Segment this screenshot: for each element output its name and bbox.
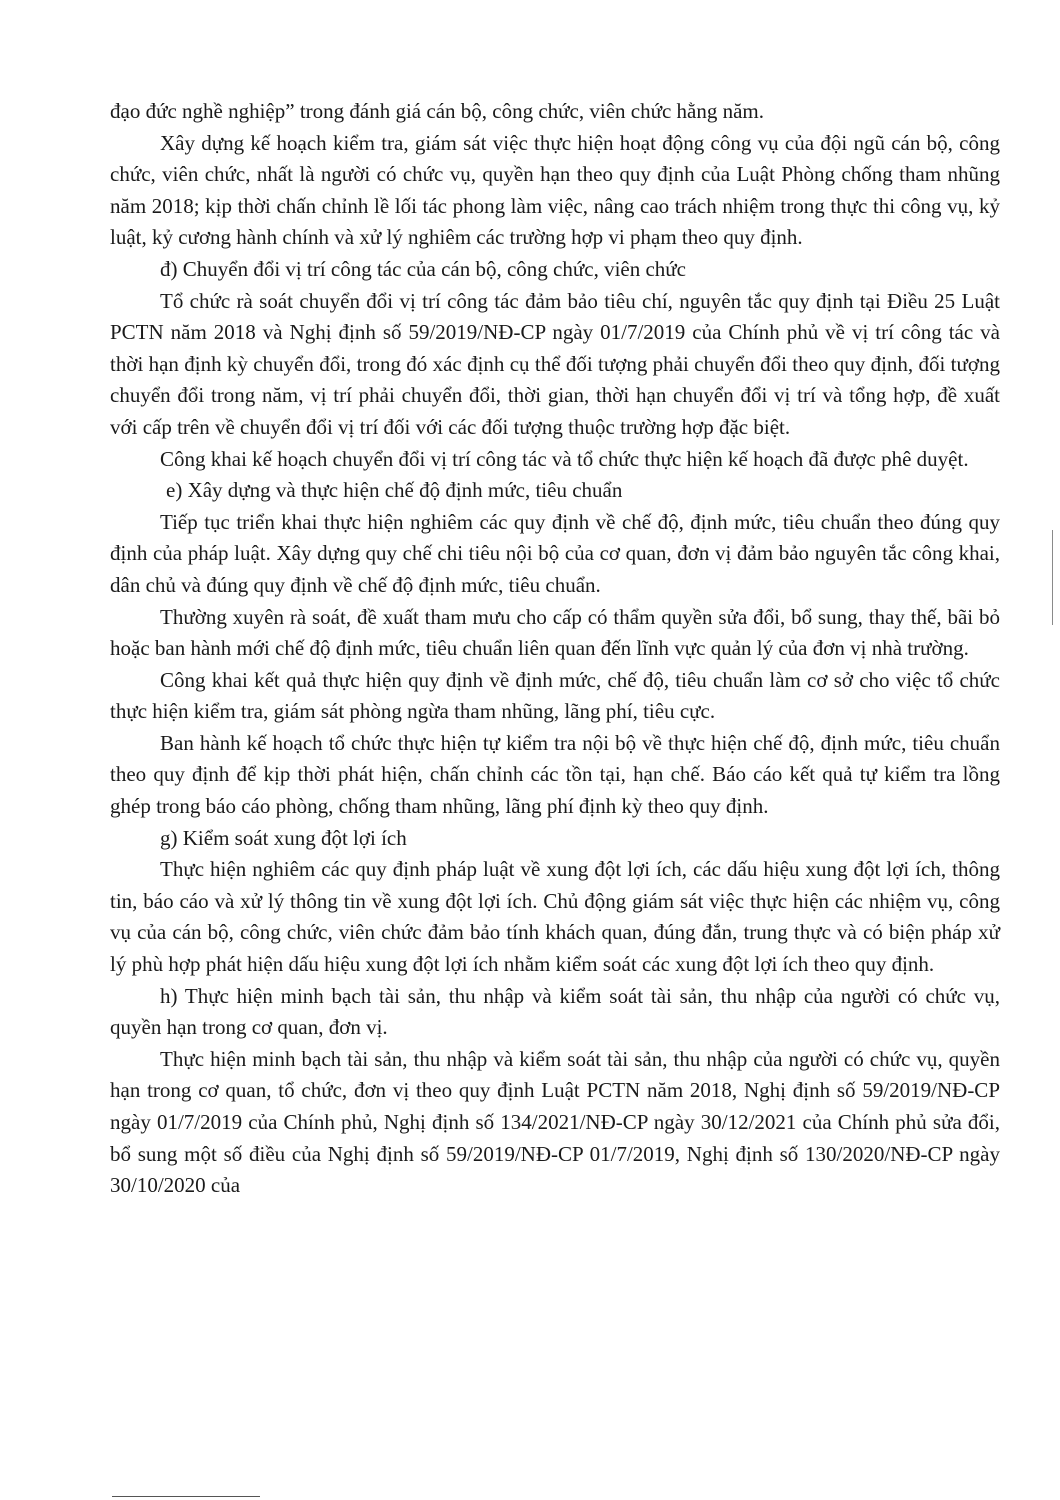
paragraph-position-review: Tổ chức rà soát chuyển đổi vị trí công tác đảm bảo tiêu chí, nguyên tắc quy định tại Điều 25 Luật PCTN năm 2018 và Nghị định số 59/2019/NĐ-CP ngày 01/7/2019 của Chính phủ về vị trí công tác và thời hạn định kỳ chuyển đổi, trong đó xác định cụ thể đối tượng phải chuyển đổi theo quy định, đối tượng chuyển đổi trong năm, vị trí phải chuyển đổi, thời gian, thời hạn chuyển đổi vị trí và tổng hợp, đề xuất với cấp trên về chuyển đổi vị trí đối với các đối tượng thuộc trường hợp đặc biệt. [110, 288, 1000, 439]
footnote-rule [112, 1496, 260, 1497]
paragraph-self-inspection: Ban hành kế hoạch tổ chức thực hiện tự kiểm tra nội bộ về thực hiện chế độ, định mức, tiêu chuẩn theo quy định để kịp thời phát hiện, chấn chỉnh các tồn tại, hạn chế. Báo cáo kết quả tự kiểm tra lồng ghép trong báo cáo phòng, chống tham nhũng, lãng phí định kỳ theo quy định. [110, 730, 1000, 819]
paragraph-conflict-of-interest: Thực hiện nghiêm các quy định pháp luật về xung đột lợi ích, các dấu hiệu xung đột lợi ích, thông tin, báo cáo và xử lý thông tin về xung đột lợi ích. Chủ động giám sát việc thực hiện các nhiệm vụ, công vụ của cán bộ, công chức, viên chức đảm bảo tính khách quan, đúng đắn, trung thực và có biện pháp xử lý phù hợp phát hiện dấu hiệu xung đột lợi ích nhằm kiểm soát các xung đột lợi ích theo quy định. [110, 857, 1000, 977]
paragraph-position-publicity: Công khai kế hoạch chuyển đổi vị trí công tác và tổ chức thực hiện kế hoạch đã được phê duyệt. [160, 446, 969, 471]
section-heading-e: e) Xây dựng và thực hiện chế độ định mức, tiêu chuẩn [166, 478, 623, 503]
section-heading-d: đ) Chuyển đổi vị trí công tác của cán bộ, công chức, viên chức [160, 256, 687, 281]
paragraph-asset-transparency: Thực hiện minh bạch tài sản, thu nhập và kiểm soát tài sản, thu nhập của người có chức vụ, quyền hạn trong cơ quan, tổ chức, đơn vị theo quy định Luật PCTN năm 2018, Nghị định số 59/2019/NĐ-CP ngày 01/7/2019 của Chính phủ, Nghị định số 134/2021/NĐ-CP ngày 30/12/2021 của Chính phủ sửa đổi, bổ sung một số điều của Nghị định số 59/2019/NĐ-CP 01/7/2019, Nghị định số 130/2020/NĐ-CP ngày 30/10/2020 của [110, 1046, 1000, 1198]
document-body [110, 96, 1000, 1202]
scan-margin-mark [1052, 530, 1053, 625]
paragraph-norms-review: Thường xuyên rà soát, đề xuất tham mưu cho cấp có thẩm quyền sửa đổi, bổ sung, thay thế, bãi bỏ hoặc ban hành mới chế độ định mức, tiêu chuẩn liên quan đến lĩnh vực quản lý của đơn vị nhà trường. [110, 604, 1000, 661]
paragraph-norms-implementation: Tiếp tục triển khai thực hiện nghiêm các quy định về chế độ, định mức, tiêu chuẩn theo đúng quy định của pháp luật. Xây dựng quy chế chi tiêu nội bộ của cơ quan, đơn vị đảm bảo nguyên tắc công khai, dân chủ và đúng quy định về chế độ định mức, tiêu chuẩn. [110, 509, 1000, 597]
paragraph-inspection-plan: Xây dựng kế hoạch kiểm tra, giám sát việc thực hiện hoạt động công vụ của đội ngũ cán bộ, công chức, viên chức, nhất là người có chức vụ, quyền hạn theo quy định của Luật Phòng chống tham nhũng năm 2018; kịp thời chấn chỉnh lề lối tác phong làm việc, nâng cao trách nhiệm trong thực thi công vụ, kỷ luật, kỷ cương hành chính và xử lý nghiêm các trường hợp vi phạm theo quy định. [110, 130, 1000, 250]
section-heading-g: g) Kiểm soát xung đột lợi ích [160, 825, 407, 850]
section-heading-h: h) Thực hiện minh bạch tài sản, thu nhập và kiểm soát tài sản, thu nhập của người có chức vụ, quyền hạn trong cơ quan, đơn vị. [110, 983, 1000, 1040]
paragraph-norms-publicity: Công khai kết quả thực hiện quy định về định mức, chế độ, tiêu chuẩn làm cơ sở cho việc tổ chức thực hiện kiểm tra, giám sát phòng ngừa tham nhũng, lãng phí, tiêu cực. [110, 667, 1000, 724]
paragraph-continuation: đạo đức nghề nghiệp” trong đánh giá cán bộ, công chức, viên chức hằng năm. [110, 99, 765, 123]
